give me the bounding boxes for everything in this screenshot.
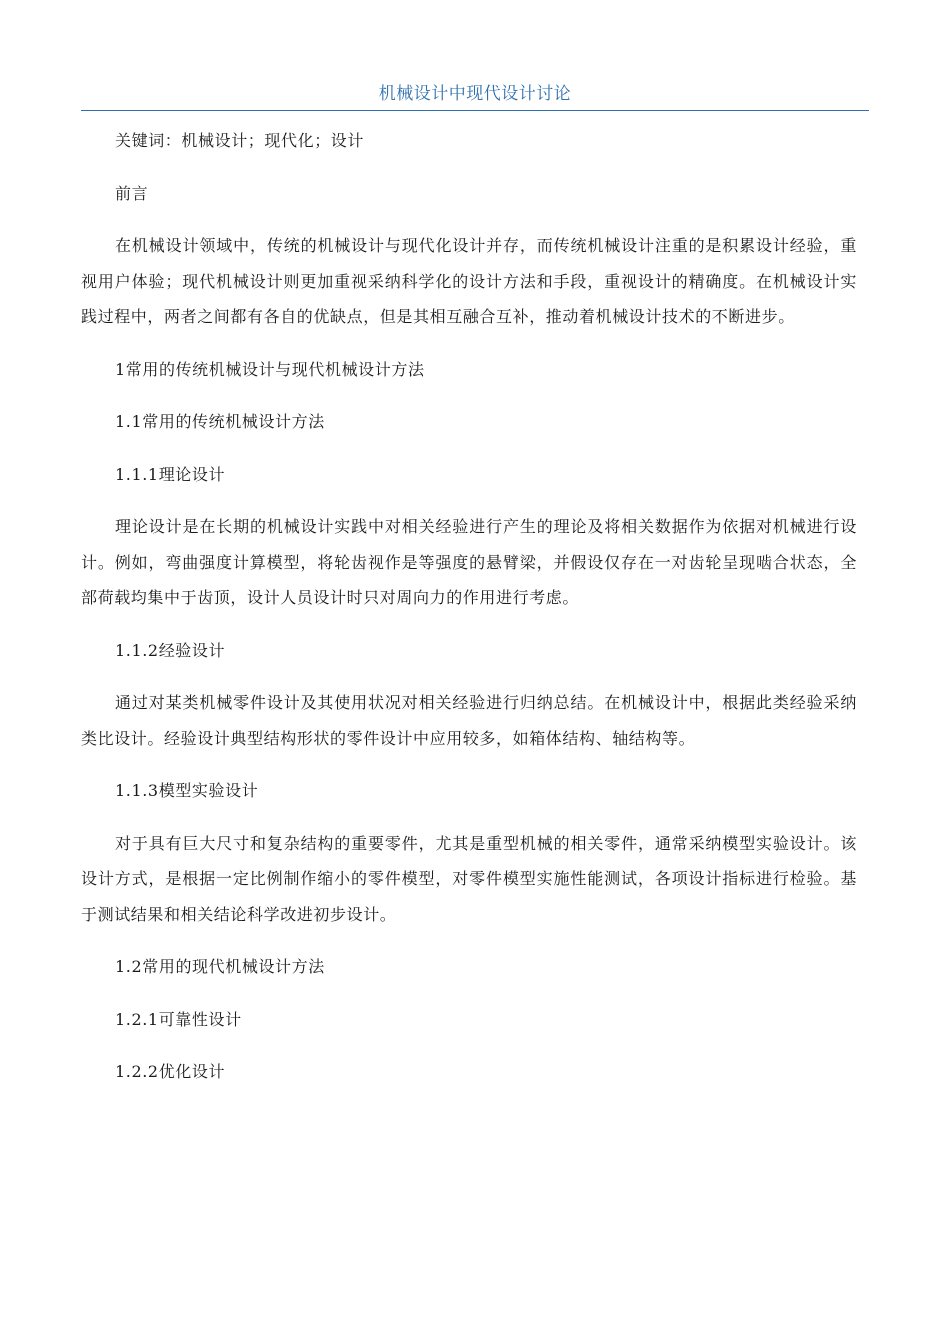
- section-1-1-heading: 1.1常用的传统机械设计方法: [115, 412, 325, 431]
- section-1-2-1-heading: 1.2.1可靠性设计: [115, 1009, 242, 1029]
- section-1-2-2-heading: 1.2.2优化设计: [115, 1062, 226, 1081]
- document-header: [81, 82, 869, 111]
- section-1-1-1-paragraph: 理论设计是在长期的机械设计实践中对相关经验进行产生的理论及将相关数据作为依据对机械进行设计。例如，弯曲强度计算模型，将轮齿视作是等强度的悬臂梁，并假设仅存在一对齿轮呈现啮合状态，全部荷载均集中于齿顶，设计人员设计时只对周向力的作用进行考虑。: [81, 517, 857, 607]
- section-1-1-2-paragraph: 通过对某类机械零件设计及其使用状况对相关经验进行归纳总结。在机械设计中，根据此类经验采纳类比设计。经验设计典型结构形状的零件设计中应用较多，如箱体结构、轴结构等。: [81, 693, 857, 748]
- section-1-1-3-paragraph: 对于具有巨大尺寸和复杂结构的重要零件，尤其是重型机械的相关零件，通常采纳模型实验设计。该设计方式，是根据一定比例制作缩小的零件模型，对零件模型实施性能测试，各项设计指标进行检验。基于测试结果和相关结论科学改进初步设计。: [81, 833, 857, 924]
- preface-paragraph: 在机械设计领域中，传统的机械设计与现代化设计并存，而传统机械设计注重的是积累设计经验，重视用户体验；现代机械设计则更加重视采纳科学化的设计方法和手段，重视设计的精确度。在机械设计实践过程中，两者之间都有各自的优缺点，但是其相互融合互补，推动着机械设计技术的不断进步。: [81, 236, 857, 326]
- keywords-line: 关键词：机械设计；现代化；设计: [115, 131, 365, 150]
- section-1-2-heading: 1.2常用的现代机械设计方法: [115, 957, 325, 976]
- section-1-1-1-heading: 1.1.1理论设计: [115, 464, 226, 484]
- preface-heading: 前言: [115, 183, 149, 203]
- section-1-heading: 1常用的传统机械设计与现代机械设计方法: [115, 359, 425, 379]
- document-title: 机械设计中现代设计讨论: [378, 84, 572, 104]
- section-1-1-3-heading: 1.1.3模型实验设计: [115, 781, 259, 800]
- section-1-1-2-heading: 1.1.2经验设计: [115, 640, 226, 660]
- document-body: [81, 123, 857, 1107]
